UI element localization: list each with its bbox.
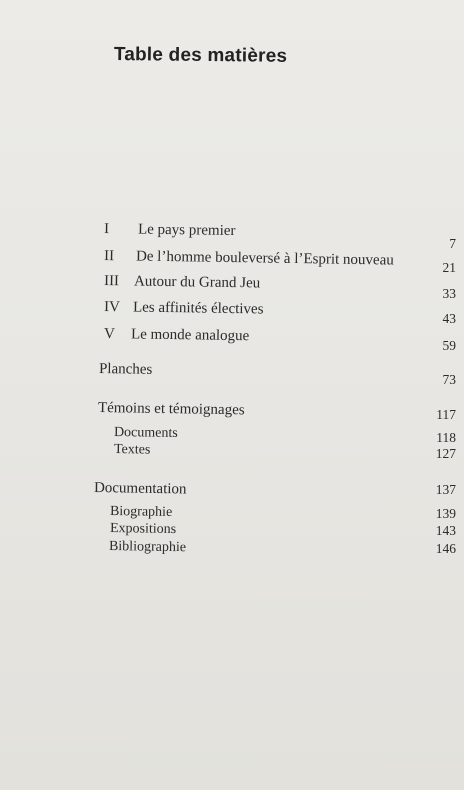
toc-subentry-textes <box>114 442 151 459</box>
page-number: 137 <box>435 482 456 497</box>
chapter-number: V <box>103 326 115 343</box>
section-title: Témoins et témoignages <box>97 400 245 419</box>
toc-subentry-bibliographie <box>109 539 186 556</box>
toc-entry-documentation <box>94 480 187 498</box>
subsection-title: Expositions <box>109 521 177 538</box>
toc-entry-temoins <box>98 400 245 419</box>
toc-subentry-documents <box>114 425 178 442</box>
page-title: Table des matières <box>113 44 288 67</box>
page-number: 73 <box>442 372 456 387</box>
section-title: Documentation <box>93 480 187 498</box>
page-number: 59 <box>442 338 456 353</box>
page-number: 21 <box>442 260 456 275</box>
chapter-number: III <box>103 273 120 290</box>
toc-entry-chapter-3 <box>104 273 260 292</box>
toc-entry-chapter-2 <box>104 248 394 270</box>
subsection-title: Documents <box>113 425 178 442</box>
page-number: 143 <box>435 523 456 538</box>
page-number: 146 <box>435 541 456 556</box>
toc-subentry-expositions <box>110 521 176 538</box>
page-number: 43 <box>442 311 456 326</box>
chapter-title: De l’homme bouleversé à l’Esprit nouveau <box>135 248 394 269</box>
page-number: 118 <box>436 430 456 445</box>
toc-entry-chapter-4 <box>104 299 264 319</box>
chapter-number: I <box>103 221 110 238</box>
subsection-title: Bibliographie <box>108 539 187 556</box>
page-number: 117 <box>436 407 456 422</box>
page-number: 139 <box>435 506 456 521</box>
chapter-number: IV <box>103 299 120 316</box>
chapter-number: II <box>103 248 115 265</box>
toc-entry-chapter-1 <box>104 221 236 240</box>
chapter-title: Autour du Grand Jeu <box>133 273 261 292</box>
page-number: 7 <box>449 236 456 251</box>
toc-entry-chapter-5 <box>104 326 250 345</box>
chapter-title: Les affinités électives <box>132 299 264 318</box>
page-number: 127 <box>435 446 456 461</box>
chapter-title: Le pays premier <box>137 221 236 240</box>
toc-entry-planches <box>99 361 153 379</box>
toc-subentry-biographie <box>110 504 172 521</box>
page-number: 33 <box>442 286 456 301</box>
subsection-title: Biographie <box>109 504 173 520</box>
section-title: Planches <box>98 361 153 378</box>
subsection-title: Textes <box>113 442 151 458</box>
chapter-title: Le monde analogue <box>130 326 250 345</box>
